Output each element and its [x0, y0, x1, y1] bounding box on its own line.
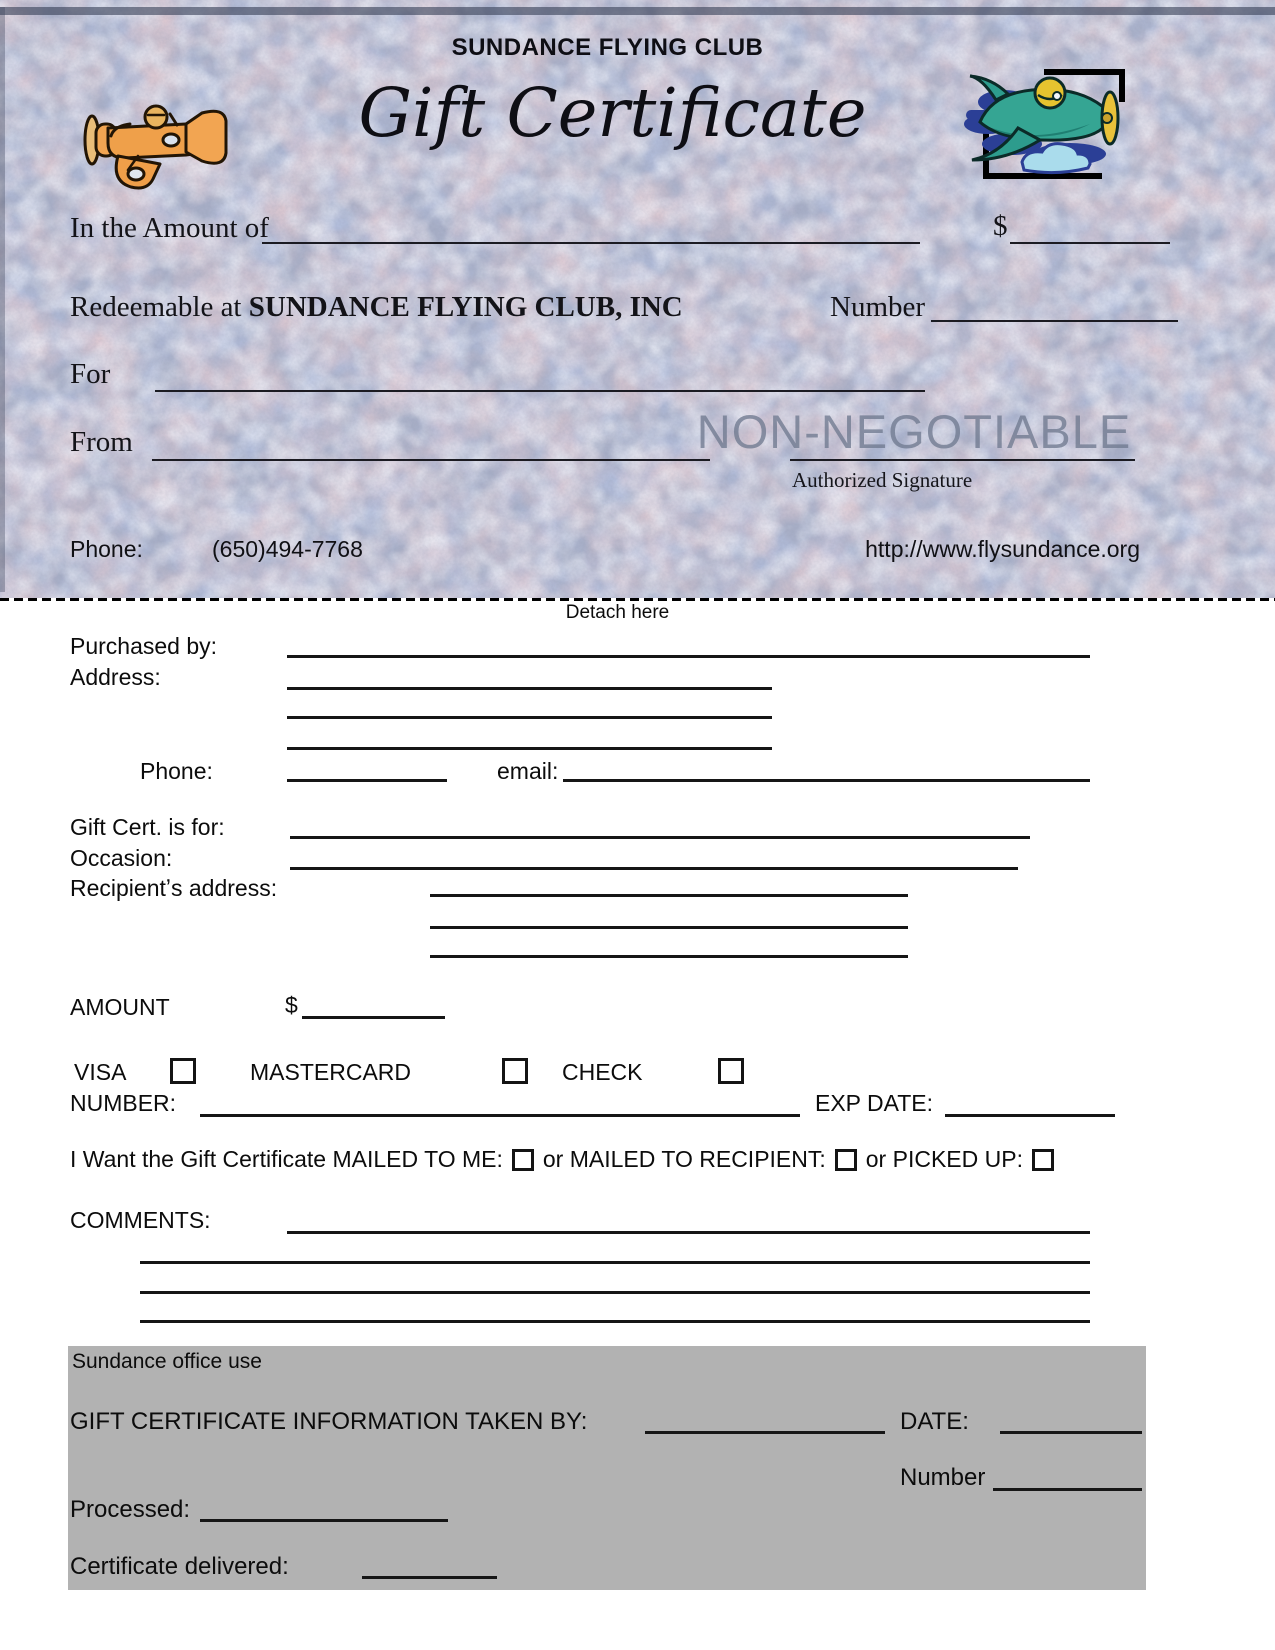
office-number-label: Number — [900, 1464, 986, 1491]
comments-label: COMMENTS: — [70, 1207, 211, 1233]
office-use-header: Sundance office use — [72, 1350, 262, 1373]
visa-checkbox[interactable] — [170, 1058, 196, 1084]
form-phone-label: Phone: — [140, 758, 213, 784]
office-date-line[interactable] — [1000, 1431, 1142, 1434]
email-label: email: — [497, 758, 559, 784]
certificate-number-line[interactable] — [931, 320, 1178, 322]
delivery-option-recipient: or MAILED TO RECIPIENT: — [542, 1146, 826, 1172]
comments-line-2[interactable] — [140, 1261, 1090, 1264]
gift-cert-for-label: Gift Cert. is for: — [70, 814, 225, 840]
certificate-delivered-line[interactable] — [362, 1576, 497, 1579]
office-number-line[interactable] — [993, 1488, 1142, 1491]
payment-option-mastercard-label: MASTERCARD — [250, 1059, 412, 1085]
dollar-sign: $ — [993, 210, 1008, 242]
occasion-label: Occasion: — [70, 845, 173, 871]
card-number-line[interactable] — [200, 1114, 800, 1117]
comments-line-1[interactable] — [287, 1231, 1090, 1234]
check-checkbox[interactable] — [718, 1058, 744, 1084]
address-line-3[interactable] — [287, 747, 772, 750]
email-line[interactable] — [563, 779, 1090, 782]
address-line-2[interactable] — [287, 716, 772, 719]
address-label: Address: — [70, 664, 161, 690]
detach-dashed-line — [0, 598, 1275, 601]
authorized-signature-caption: Authorized Signature — [792, 468, 973, 492]
exp-date-line[interactable] — [945, 1114, 1115, 1117]
certificate-phone-label: Phone: — [70, 536, 143, 562]
card-number-label: NUMBER: — [70, 1090, 177, 1116]
recipient-address-line-3[interactable] — [430, 955, 908, 958]
certificate-section — [0, 0, 1275, 598]
amount-label: In the Amount of — [70, 212, 269, 244]
purchased-by-line[interactable] — [287, 655, 1090, 658]
address-line-1[interactable] — [287, 687, 772, 690]
processed-label: Processed: — [70, 1496, 191, 1523]
signature-line[interactable] — [790, 459, 1135, 461]
redeemable-club-name: SUNDANCE FLYING CLUB, INC — [248, 291, 683, 323]
scan-edge-top — [0, 7, 1275, 15]
delivery-prompt: I Want the Gift Certificate MAILED TO ME: — [70, 1146, 503, 1172]
from-label: From — [70, 426, 133, 458]
certificate-number-label: Number — [830, 291, 926, 323]
form-amount-label: AMOUNT — [70, 994, 170, 1020]
mailed-to-recipient-checkbox[interactable] — [835, 1149, 857, 1171]
delivery-option-pickup: or PICKED UP: — [865, 1146, 1023, 1172]
purchased-by-label: Purchased by: — [70, 633, 218, 659]
mailed-to-me-checkbox[interactable] — [512, 1149, 534, 1171]
biplane-icon — [78, 84, 240, 202]
certificate-delivered-label: Certificate delivered: — [70, 1553, 289, 1580]
website-url: http://www.flysundance.org — [865, 536, 1140, 562]
comments-line-4[interactable] — [140, 1320, 1090, 1323]
delivery-options-row — [70, 1146, 1054, 1173]
picked-up-checkbox[interactable] — [1032, 1149, 1054, 1171]
from-field-line[interactable] — [152, 459, 710, 461]
non-negotiable-watermark: NON-NEGOTIABLE — [696, 405, 1132, 458]
gift-cert-for-line[interactable] — [290, 836, 1030, 839]
redeemable-prefix: Redeemable at — [70, 291, 249, 323]
form-amount-line[interactable] — [302, 1016, 445, 1019]
club-name-heading: SUNDANCE FLYING CLUB — [451, 34, 764, 61]
payment-option-check-label: CHECK — [562, 1059, 643, 1085]
gift-certificate-title: Gift Certificate — [358, 74, 867, 152]
taken-by-label: GIFT CERTIFICATE INFORMATION TAKEN BY: — [70, 1408, 588, 1435]
amount-field-line[interactable] — [262, 242, 920, 244]
redeemable-text — [70, 291, 683, 324]
occasion-line[interactable] — [290, 867, 1018, 870]
form-dollar-sign: $ — [285, 992, 298, 1018]
comments-line-3[interactable] — [140, 1291, 1090, 1294]
certificate-phone-number: (650)494-7768 — [212, 536, 363, 562]
payment-option-visa-label: VISA — [74, 1059, 127, 1085]
recipient-address-line-2[interactable] — [430, 926, 908, 929]
form-phone-line[interactable] — [287, 779, 447, 782]
detach-here-label: Detach here — [565, 602, 670, 623]
recipient-address-line-1[interactable] — [430, 894, 908, 897]
for-label: For — [70, 358, 111, 390]
recipient-address-label: Recipientʼs address: — [70, 875, 278, 901]
office-date-label: DATE: — [900, 1408, 969, 1435]
taken-by-line[interactable] — [645, 1431, 885, 1434]
processed-line[interactable] — [200, 1519, 448, 1522]
for-field-line[interactable] — [155, 390, 925, 392]
plane-icon — [952, 66, 1130, 184]
exp-date-label: EXP DATE: — [815, 1090, 934, 1116]
mastercard-checkbox[interactable] — [502, 1058, 528, 1084]
dollar-amount-line[interactable] — [1010, 242, 1170, 244]
